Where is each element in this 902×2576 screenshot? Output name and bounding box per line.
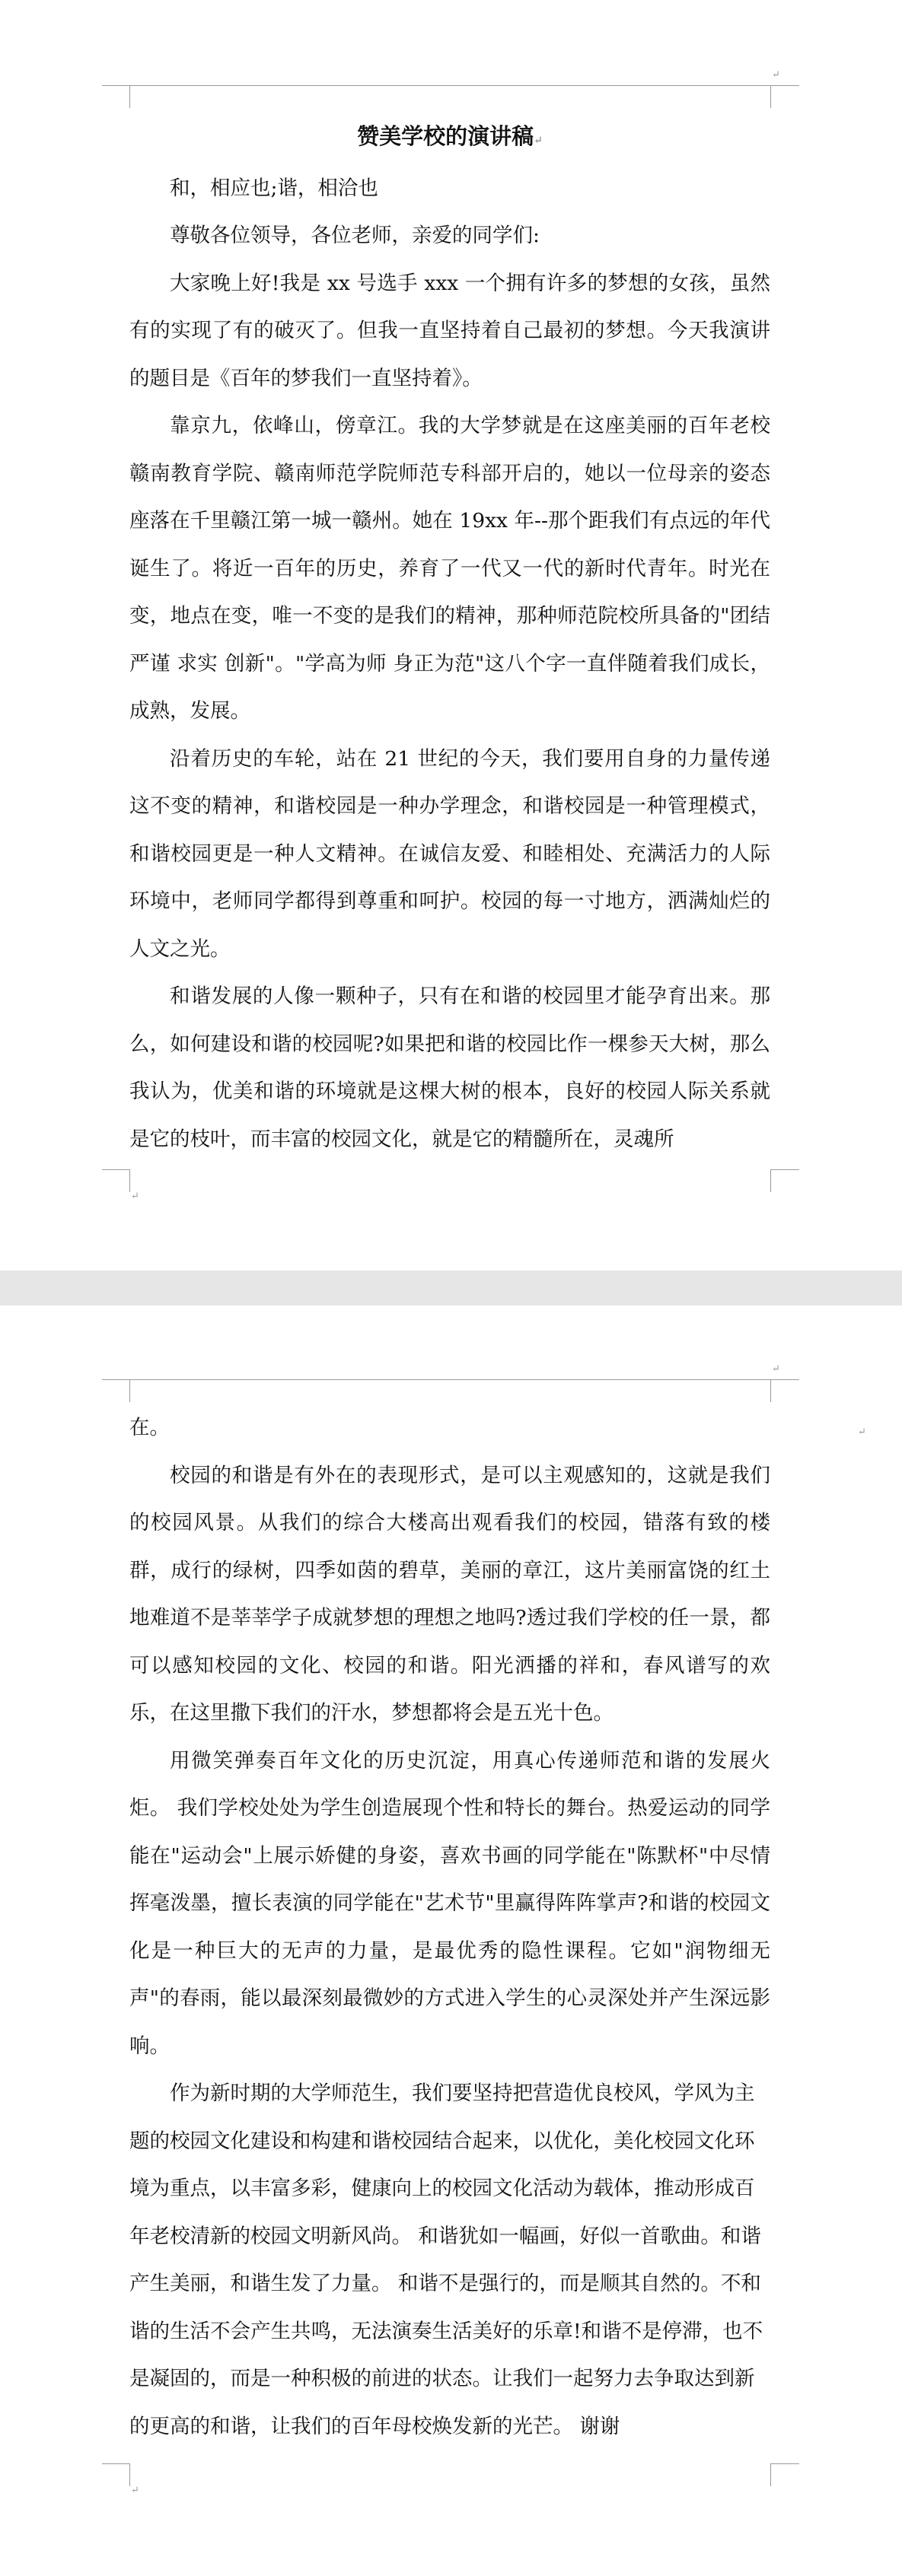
margin-corner-mark xyxy=(102,1169,130,1170)
margin-corner-mark xyxy=(770,85,799,86)
margin-corner-mark xyxy=(770,2463,799,2464)
margin-corner-mark xyxy=(102,85,130,86)
margin-corner-mark xyxy=(102,1379,130,1380)
page-1-body xyxy=(129,113,770,1163)
paragraph: 在。 xyxy=(129,1416,170,1439)
margin-corner-mark xyxy=(770,1169,799,1170)
paragraph: 和，相应也;谐，相洽也 xyxy=(170,176,378,200)
margin-corner-mark xyxy=(129,85,130,108)
paragraph-mark-icon: ↵ xyxy=(772,1363,780,1375)
margin-corner-mark xyxy=(770,1379,771,1402)
document-page-1 xyxy=(0,0,902,1271)
margin-corner-mark xyxy=(102,2463,130,2464)
margin-corner-mark xyxy=(129,1169,130,1192)
paragraph-mark-icon: ↵ xyxy=(131,2485,139,2496)
page-gap xyxy=(0,1271,902,1305)
margin-corner-mark xyxy=(770,85,771,108)
margin-corner-mark xyxy=(129,1379,130,1402)
paragraph: 沿着历史的车轮，站在 21 世纪的今天，我们要用自身的力量传递这不变的精神，和谐校园是一种办学理念，和谐校园是一种管理模式，和谐校园更是一种人文精神。在诚信友爱、和睦相处、充满活力的人际环境中，老师同学都得到尊重和呵护。校园的每一寸地方，洒满灿烂的人文之光。 xyxy=(129,746,770,961)
margin-corner-mark xyxy=(770,1169,771,1192)
header-line xyxy=(129,85,770,86)
paragraph: 靠京九，依峰山，傍章江。我的大学梦就是在这座美丽的百年老校赣南教育学院、赣南师范学院师范专科部开启的，她以一位母亲的姿态座落在千里赣江第一城一赣州。她在 19xx 年--那个距我们有点远的年代诞生了。将近一百年的历史，养育了一代又一代的新时代青年。时光在变，地点在变，唯一不变的是我们的精神，那种师范院校所具备的"团结严谨 求实 创新"。"学高为师 身正为范"这八个字一直伴随着我们成长，成熟，发展。 xyxy=(129,414,770,723)
paragraph: 校园的和谐是有外在的表现形式，是可以主观感知的，这就是我们的校园风景。从我们的综合大楼高出观看我们的校园，错落有致的楼群，成行的绿树，四季如茵的碧草，美丽的章江，这片美丽富饶的红土地难道不是莘莘学子成就梦想的理想之地吗?透过我们学校的任一景，都可以感知校园的文化、校园的和谐。阳光洒播的祥和，春风谱写的欢乐，在这里撒下我们的汗水，梦想都将会是五光十色。 xyxy=(129,1463,770,1725)
header-line xyxy=(129,1379,770,1380)
paragraph-mark-icon: ↵ xyxy=(772,69,780,81)
margin-corner-mark xyxy=(129,2463,130,2486)
paragraph-mark-icon: ↵ xyxy=(858,1426,866,1438)
paragraph: 和谐发展的人像一颗种子，只有在和谐的校园里才能孕育出来。那么，如何建设和谐的校园呢?如果把和谐的校园比作一棵参天大树，那么我认为，优美和谐的环境就是这棵大树的根本，良好的校园人际关系就是它的枝叶，而丰富的校园文化，就是它的精髓所在，灵魂所 xyxy=(129,984,770,1151)
page-2-body xyxy=(129,1404,770,2450)
paragraph: 作为新时期的大学师范生，我们要坚持把营造优良校风，学风为主题的校园文化建设和构建和谐校园结合起来，以优化，美化校园文化环境为重点，以丰富多彩，健康向上的校园文化活动为载体，推动形成百年老校清新的校园文明新风尚。 和谐犹如一幅画，好似一首歌曲。和谐产生美丽，和谐生发了力量。 和谐不是强行的，而是顺其自然的。不和谐的生活不会产生共鸣，无法演奏生活美好的乐章!和谐不是停滞，也不是凝固的，而是一种积极的前进的状态。让我们一起努力去争取达到新的更高的和谐，让我们的百年母校焕发新的光芒。 谢谢 xyxy=(129,2081,763,2438)
paragraph: 大家晚上好!我是 xx 号选手 xxx 一个拥有许多的梦想的女孩，虽然有的实现了有的破灭了。但我一直坚持着自己最初的梦想。今天我演讲的题目是《百年的梦我们一直坚持着》。 xyxy=(129,271,770,390)
margin-corner-mark xyxy=(770,2463,771,2486)
document-page-2 xyxy=(0,1305,902,2576)
paragraph: 尊敬各位领导，各位老师，亲爱的同学们: xyxy=(170,224,540,247)
paragraph-mark-icon: ↵ xyxy=(131,1191,139,1202)
margin-corner-mark xyxy=(770,1379,799,1380)
paragraph: 用微笑弹奏百年文化的历史沉淀，用真心传递师范和谐的发展火炬。 我们学校处处为学生创造展现个性和特长的舞台。热爱运动的同学能在"运动会"上展示娇健的身姿，喜欢书画的同学能在"陈默杯"中尽情挥毫泼墨，擅长表演的同学能在"艺术节"里赢得阵阵掌声?和谐的校园文化是一种巨大的无声的力量，是最优秀的隐性课程。它如"润物细无声"的春雨，能以最深刻最微妙的方式进入学生的心灵深处并产生深远影响。 xyxy=(129,1748,770,2058)
document-title: 赞美学校的演讲稿↵ xyxy=(357,123,543,149)
